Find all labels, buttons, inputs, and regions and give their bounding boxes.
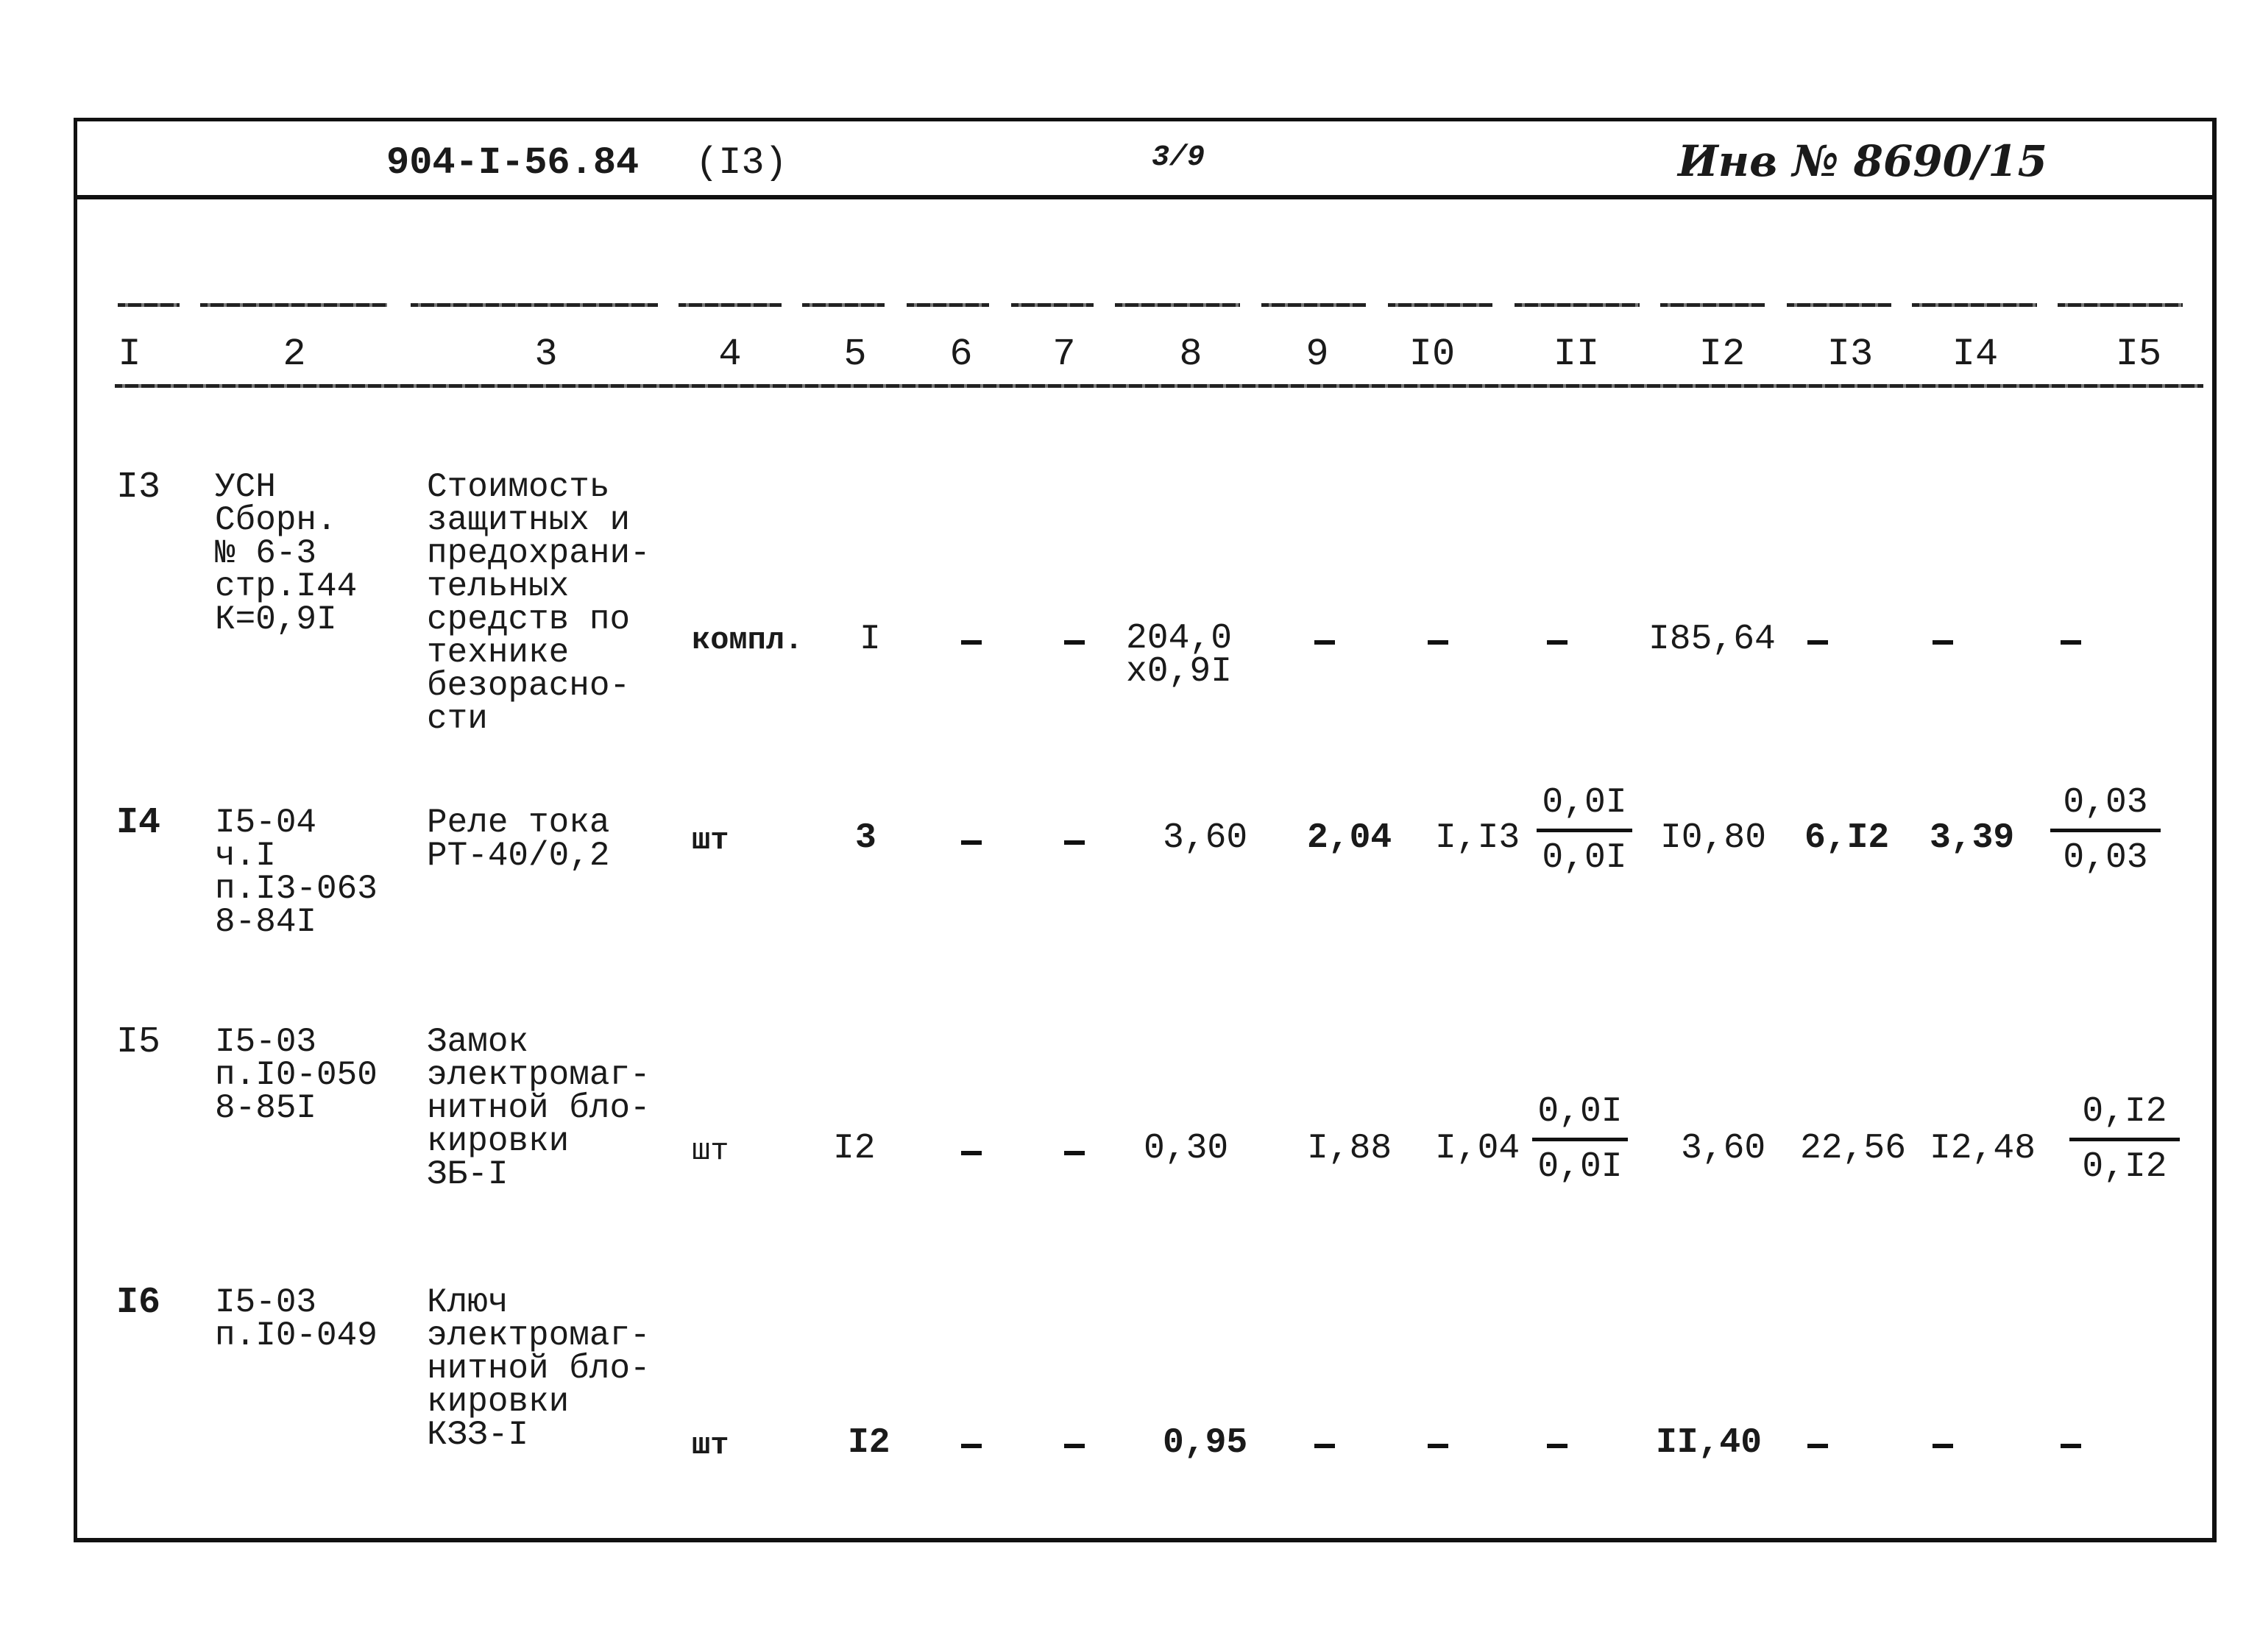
empty-dash [1933, 1444, 1953, 1448]
total-price: II,40 [1656, 1423, 1763, 1463]
quantity: I2 [848, 1423, 890, 1463]
column-header-bottom-rule [115, 384, 2203, 388]
machine-cost: I,04 [1435, 1129, 1520, 1169]
empty-dash [1064, 1151, 1085, 1155]
column-number: I5 [2115, 333, 2162, 376]
quantity: 3 [855, 818, 876, 858]
item-name: Замок электромаг- нитной бло- кировки ЗБ-I [427, 1023, 651, 1194]
empty-dash [961, 1444, 982, 1448]
fraction-numerator: 0,0I [1537, 1092, 1623, 1132]
column-number: 4 [718, 333, 742, 376]
row-number: I3 [116, 467, 161, 508]
column-number: I0 [1409, 333, 1456, 376]
unit-price: 0,30 [1144, 1129, 1229, 1169]
unit: шт [692, 1428, 729, 1463]
empty-dash [961, 640, 982, 645]
machine-cost: I,I3 [1435, 818, 1520, 858]
fraction-denominator: 0,0I [1542, 838, 1627, 878]
total-machine: I2,48 [1930, 1129, 2036, 1169]
row-number: I5 [116, 1021, 161, 1063]
fraction-denominator: 0,I2 [2082, 1147, 2167, 1187]
quantity: I [860, 620, 881, 659]
fraction-numerator: 0,I2 [2082, 1092, 2167, 1132]
page-frame [74, 118, 2217, 1542]
norm-reference: УСН Сборн. № 6-3 стр.I44 К=0,9I [215, 468, 358, 639]
empty-dash [1428, 1444, 1448, 1448]
column-number: I3 [1827, 333, 1874, 376]
item-name: Ключ электромаг- нитной бло- кировки КЗЗ-I [427, 1283, 651, 1454]
row-number: I4 [116, 802, 161, 844]
total-wage: 22,56 [1800, 1129, 1907, 1169]
unit: шт [692, 823, 729, 858]
unit: компл. [692, 623, 804, 658]
doc-code: 904-I-56.84 [386, 141, 640, 185]
empty-dash [1547, 640, 1568, 645]
empty-dash [1314, 640, 1335, 645]
norm-reference: I5-03 п.I0-050 8-85I [215, 1023, 378, 1127]
empty-dash [1314, 1444, 1335, 1448]
norm-reference: I5-03 п.I0-049 [215, 1283, 378, 1355]
column-number: 9 [1306, 333, 1329, 376]
fraction-numerator: 0,0I [1542, 783, 1627, 823]
unit-price: 3,60 [1163, 818, 1248, 858]
fraction-numerator: 0,03 [2063, 783, 2148, 823]
inventory-number: Инв № 8690/15 [1678, 136, 2047, 186]
column-number: I [118, 333, 141, 376]
empty-dash [2061, 1444, 2081, 1448]
fraction-cell [1537, 783, 1632, 878]
item-name: Стоимость защитных и предохрани- тельных средств по технике безорасно- сти [427, 468, 651, 738]
row-number: I6 [116, 1282, 161, 1324]
column-number: I2 [1698, 333, 1746, 376]
unit-price: 0,95 [1163, 1423, 1248, 1463]
total-wage: 6,I2 [1804, 818, 1890, 858]
empty-dash [1807, 640, 1828, 645]
unit-price: 204,0 x0,9I [1126, 619, 1233, 692]
column-number: 2 [283, 333, 306, 376]
empty-dash [961, 840, 982, 845]
wage-per-unit: I,88 [1307, 1129, 1392, 1169]
column-number: 5 [843, 333, 867, 376]
fraction-cell [2069, 1092, 2180, 1187]
wage-per-unit: 2,04 [1307, 818, 1392, 858]
empty-dash [1933, 640, 1953, 645]
column-number: II [1553, 333, 1600, 376]
section-number: (I3) [695, 141, 787, 185]
fraction-cell [1532, 1092, 1628, 1187]
fraction-cell [2050, 783, 2161, 878]
quantity: I2 [833, 1129, 876, 1169]
total-price: 3,60 [1681, 1129, 1766, 1169]
total-price: I0,80 [1660, 818, 1767, 858]
fraction-denominator: 0,0I [1537, 1147, 1623, 1187]
total-price: I85,64 [1648, 620, 1776, 659]
item-name: Реле тока РТ-40/0,2 [427, 804, 610, 875]
norm-reference: I5-04 ч.I п.I3-063 8-84I [215, 804, 378, 941]
total-machine: 3,39 [1930, 818, 2015, 858]
empty-dash [2061, 640, 2081, 645]
empty-dash [1064, 640, 1085, 645]
unit: шт [692, 1133, 729, 1169]
empty-dash [1064, 840, 1085, 845]
page-number: 3/9 [1152, 141, 1205, 174]
empty-dash [1428, 640, 1448, 645]
empty-dash [961, 1151, 982, 1155]
fraction-denominator: 0,03 [2063, 838, 2148, 878]
empty-dash [1064, 1444, 1085, 1448]
empty-dash [1807, 1444, 1828, 1448]
column-number: 7 [1052, 333, 1076, 376]
empty-dash [1547, 1444, 1568, 1448]
column-number: 6 [949, 333, 973, 376]
column-number: 8 [1179, 333, 1202, 376]
header-divider [74, 195, 2217, 199]
column-number: 3 [534, 333, 558, 376]
column-number: I4 [1952, 333, 1999, 376]
